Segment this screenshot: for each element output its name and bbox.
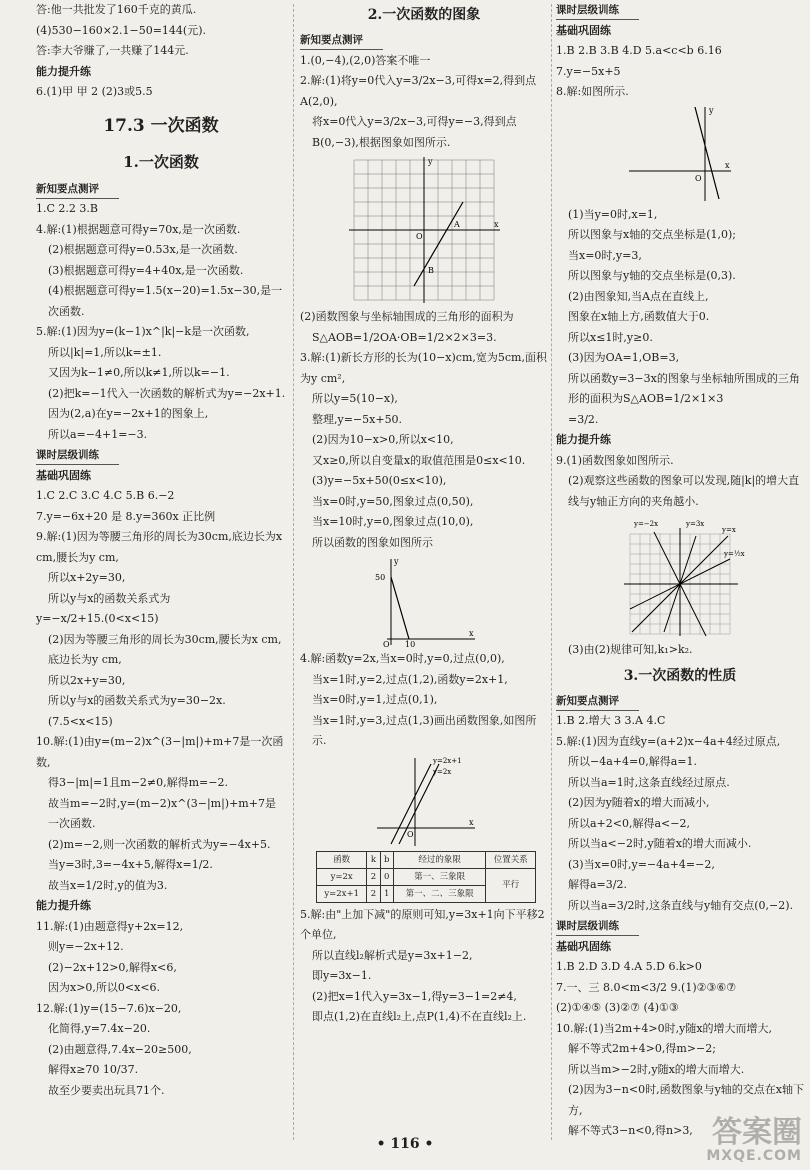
line-label: y=x [722, 526, 736, 534]
text-line: 即y=3x−1. [312, 969, 372, 982]
text-line: 所以y与x的函数关系式为 [48, 591, 171, 605]
subsection-label: 新知要点测评 [556, 693, 639, 711]
graph-line-3-3x [625, 105, 735, 203]
text-line: (2)函数图象与坐标轴围成的三角形的面积为 [300, 310, 514, 323]
text-line: 即点(1,2)在直线l₂上,点P(1,4)不在直线l₂上. [312, 1010, 527, 1023]
text-line: (3)根据题意可得y=4+40x,是一次函数. [48, 263, 244, 277]
text-line: (4)根据题意可得y=1.5(x−20)=1.5x−30,是一次函数. [48, 284, 283, 318]
text-line: (3)当x=0时,y=−4a+4=−2, [568, 857, 715, 871]
chapter-title: 17.3 一次函数 [103, 115, 219, 136]
text-line: 6.(1)甲 甲 2 (2)3或5.5 [36, 85, 153, 98]
text-line: 1.C 2.2 3.B [36, 202, 98, 215]
table-header: k [367, 851, 380, 868]
text-line: 1.B 2.增大 3 3.A 4.C [556, 714, 666, 727]
text-line: (2)因为10−x>0,所以x<10, [312, 433, 454, 446]
origin-label: O [407, 829, 414, 839]
text-line: 故当m=−2时,y=(m−2)x^(3−|m|)+m+7是一次函数. [48, 796, 276, 830]
text-line: 所以x+2y=30, [48, 571, 126, 584]
text-line: 答:李大爷赚了,一共赚了144元. [36, 44, 189, 57]
text-line: =3/2. [568, 412, 599, 426]
table-header: 函数 [317, 851, 367, 868]
text-line: 当x=0时,y=3, [568, 248, 642, 262]
text-line: (2)−2x+12>0,解得x<6, [48, 960, 177, 974]
subsection-label: 新知要点测评 [36, 181, 119, 199]
table-header: 位置关系 [486, 851, 536, 868]
watermark-main: 答案圈 [712, 1115, 802, 1150]
text-line: 7.y=−5x+5 [556, 64, 621, 78]
line-2x-plus-1 [399, 764, 439, 844]
column-3 [556, 0, 804, 1142]
text-line: (1)当y=0时,x=1, [568, 207, 658, 221]
text-line: 解不等式3−n<0,得n>3, [568, 1124, 693, 1137]
text-line: 当x=0时,y=50,图象过点(0,50), [312, 494, 474, 508]
text-line: 10.解:(1)由y=(m−2)x^(3−|m|)+m+7是一次函数, [36, 735, 284, 769]
text-line: 5.解:由"上加下减"的原则可知,y=3x+1向下平移2个单位, [300, 907, 545, 941]
text-line: 3.解:(1)新长方形的长为(10−x)cm,宽为5cm,面积为y cm², [300, 351, 547, 385]
text-line: 9.解:(1)因为等腰三角形的周长为30cm,底边长为x cm,腰长为y cm, [36, 530, 283, 564]
table-cell: 1 [380, 885, 393, 902]
text-line: (2)根据题意可得y=0.53x,是一次函数. [48, 243, 238, 256]
text-line: 4.解:(1)根据题意可得y=70x,是一次函数. [36, 222, 241, 236]
text-line: (3)y=−5x+50(0≤x<10), [312, 474, 447, 487]
subsection-label: 课时层级训练 [556, 918, 639, 936]
ability-heading: 能力提升练 [36, 899, 91, 912]
x-axis-label: x [725, 160, 730, 170]
section-title: 2.一次函数的图象 [367, 7, 481, 23]
y-axis-label: y [709, 105, 714, 115]
text-line: 图象在x轴上方,函数值大于0. [568, 310, 710, 323]
text-line: (2)因为3−n<0时,函数图象与y轴的交点在x轴下方, [568, 1083, 805, 1117]
text-line: 11.解:(1)由题意得y+2x=12, [36, 919, 184, 933]
ability-heading: 能力提升练 [36, 64, 91, 78]
text-line: 8.解:如图所示. [556, 85, 629, 98]
column-divider [293, 4, 294, 1140]
graph-line-50-10 [369, 555, 479, 647]
text-line: 所以|k|=1,所以k=±1. [48, 345, 162, 359]
table-cell: y=2x+1 [317, 885, 367, 902]
text-line: 当x=0时,y=1,过点(0,1), [312, 693, 438, 706]
text-line: 解不等式2m+4>0,得m>−2; [568, 1042, 716, 1055]
text-line: 5.解:(1)因为直线y=(a+2)x−4a+4经过原点, [556, 734, 781, 748]
table-cell: 0 [380, 868, 393, 885]
subsection-label: 新知要点测评 [300, 32, 383, 50]
x-axis-label: x [469, 817, 474, 827]
section-title: 1.一次函数 [123, 152, 199, 171]
point-b-label: B [428, 266, 434, 275]
text-line: 所以当a=1时,这条直线经过原点. [568, 775, 730, 789]
text-line: 所以当m>−2时,y随x的增大而增大. [568, 1062, 745, 1076]
text-line: 解得x≥70 10/37. [48, 1063, 139, 1076]
text-line: 所以x≤1时,y≥0. [568, 330, 653, 344]
text-line: 所以a+2<0,解得a<−2, [568, 816, 690, 830]
section-title: 3.一次函数的性质 [623, 667, 737, 684]
comparison-table [316, 851, 536, 903]
text-line: 1.C 2.C 3.C 4.C 5.B 6.−2 [36, 489, 175, 502]
text-line: 则y=−2x+12. [48, 940, 124, 953]
x-axis-label: x [494, 220, 499, 229]
column-1 [36, 0, 286, 1101]
graph-line-ab [344, 155, 504, 305]
text-line: 4.解:函数y=2x,当x=0时,y=0,过点(0,0), [300, 652, 505, 665]
ability-heading: 能力提升练 [556, 433, 611, 446]
subsection-label: 课时层级训练 [556, 2, 639, 20]
text-line: 当x=10时,y=0,图象过点(10,0), [312, 515, 474, 528]
text-line: (2)因为y随着x的增大而减小, [568, 796, 710, 809]
text-line: 所以a=−4+1=−3. [48, 427, 148, 441]
text-line: 因为(2,a)在y=−2x+1的图象上, [48, 407, 209, 420]
line-label: y=−2x [634, 520, 659, 528]
text-line: 答:他一共批发了160千克的黄瓜. [36, 3, 197, 16]
line-label: y=½x [724, 550, 745, 558]
text-line: 2.解:(1)将y=0代入y=3/2x−3,可得x=2,得到点A(2,0), [300, 74, 537, 108]
text-line: 所以当a<−2时,y随着x的增大而减小. [568, 837, 752, 850]
text-line: 将x=0代入y=3/2x−3,可得y=−3,得到点B(0,−3),根据图象如图所示. [312, 115, 517, 149]
text-line: 所以函数的图象如图所示 [312, 535, 433, 549]
basic-heading: 基础巩固练 [556, 23, 611, 37]
line-label: y=2x+1 [433, 756, 462, 765]
table-cell: 2 [367, 885, 380, 902]
watermark-url: MXQE.COM [706, 1148, 802, 1164]
x-axis-label: x [469, 629, 474, 638]
table-row [317, 868, 536, 885]
table-header: b [380, 851, 393, 868]
text-line: 所以y=5(10−x), [312, 392, 398, 405]
origin-label: O [383, 640, 390, 647]
text-line: (2)由图象知,当A点在直线上, [568, 289, 709, 303]
graph-multiple-lines [610, 514, 750, 638]
table-cell: y=2x [317, 868, 367, 885]
text-line: 解得a=3/2. [568, 878, 627, 891]
text-line: (3)由(2)规律可知,k₁>k₂. [568, 643, 693, 656]
text-line: 1.B 2.B 3.B 4.D 5.a<c<b 6.16 [556, 44, 722, 57]
column-divider [551, 4, 552, 1140]
text-line: 化简得,y=7.4x−20. [48, 1022, 151, 1035]
text-line: y=−x/2+15.(0<x<15) [36, 612, 159, 625]
text-line: 所以直线l₂解析式是y=3x+1−2, [312, 948, 473, 962]
y-value-label: 50 [375, 573, 386, 582]
table-cell: 平行 [486, 868, 536, 902]
function-line [391, 577, 409, 639]
column-2 [300, 0, 548, 1028]
text-line: (2)把x=1代入y=3x−1,得y=3−1=2≠4, [312, 989, 517, 1003]
text-line: 7.一、三 8.0<m<3/2 9.(1)②③⑥⑦ [556, 980, 737, 994]
table-cell: 第一、三象限 [393, 868, 486, 885]
text-line: 整理,y=−5x+50. [312, 412, 403, 426]
text-line: 故至少要卖出玩具71个. [48, 1083, 165, 1097]
text-line: 1.(0,−4),(2,0)答案不唯一 [300, 53, 431, 67]
page-number: • 116 • [376, 1136, 434, 1152]
text-line: 12.解:(1)y=(15−7.6)x−20, [36, 1001, 182, 1015]
text-line: 7.y=−6x+20 是 8.y=360x 正比例 [36, 509, 216, 523]
text-line: 当x=1时,y=3,过点(1,3)画出函数图象,如图所示. [312, 713, 537, 747]
origin-label: O [416, 232, 423, 241]
text-line: 所以2x+y=30, [48, 673, 126, 687]
text-line: 当x=1时,y=2,过点(1,2),函数y=2x+1, [312, 672, 508, 686]
text-line: 所以图象与x轴的交点坐标是(1,0); [568, 228, 736, 241]
text-line: (2)由题意得,7.4x−20≥500, [48, 1042, 192, 1056]
text-line: S△AOB=1/2OA·OB=1/2×2×3=3. [312, 330, 497, 344]
text-line: 10.解:(1)当2m+4>0时,y随x的增大而增大, [556, 1021, 773, 1035]
y-axis-label: y [428, 157, 433, 166]
y-axis-label: y [394, 557, 399, 566]
graph-parallel-lines [369, 754, 479, 849]
text-line: 得3−|m|=1且m−2≠0,解得m=−2. [48, 776, 228, 789]
table-header: 经过的象限 [393, 851, 486, 868]
subsection-label: 课时层级训练 [36, 447, 119, 465]
function-line [695, 107, 719, 199]
text-line: (2)把k=−1代入一次函数的解析式为y=−2x+1. [48, 386, 286, 400]
text-line: 9.(1)函数图象如图所示. [556, 453, 674, 467]
text-line: (3)因为OA=1,OB=3, [568, 351, 680, 364]
text-line: 又x≥0,所以自变量x的取值范围是0≤x<10. [312, 453, 526, 467]
point-a-label: A [454, 220, 460, 229]
text-line: (2)观察这些函数的图象可以发现,随|k|的增大直线与y轴正方向的夹角越小. [568, 474, 800, 508]
text-line: 当y=3时,3=−4x+5,解得x=1/2. [48, 858, 213, 871]
text-line: (2)因为等腰三角形的周长为30cm,腰长为x cm,底边长为y cm, [48, 632, 282, 666]
text-line: 所以函数y=3−3x的图象与坐标轴所围成的三角形的面积为S△AOB=1/2×1×3 [568, 371, 800, 405]
text-line: 所以−4a+4=0,解得a=1. [568, 755, 697, 768]
text-line: 又因为k−1≠0,所以k≠1,所以k=−1. [48, 366, 230, 379]
text-line: 所以当a=3/2时,这条直线与y轴有交点(0,−2). [568, 898, 793, 912]
text-line: 故当x=1/2时,y的值为3. [48, 878, 168, 892]
origin-label: O [695, 173, 702, 183]
text-line: (4)530−160×2.1−50=144(元). [36, 23, 207, 37]
text-line: 1.B 2.D 3.D 4.A 5.D 6.k>0 [556, 960, 702, 973]
watermark-logo [706, 1115, 802, 1164]
text-line: 5.解:(1)因为y=(k−1)x^|k|−k是一次函数, [36, 325, 250, 338]
line-label: y=2x [433, 767, 452, 776]
text-line: 所以图象与y轴的交点坐标是(0,3). [568, 269, 736, 282]
text-line: (2)①④⑤ (3)②⑦ (4)①③ [556, 1001, 679, 1014]
text-line: 因为x>0,所以0<x<6. [48, 981, 161, 994]
text-line: 所以y与x的函数关系式为y=30−2x.(7.5<x<15) [48, 694, 226, 728]
basic-heading: 基础巩固练 [556, 939, 611, 953]
line-label: y=3x [686, 520, 705, 528]
x-value-label: 10 [405, 640, 416, 647]
text-line: (2)m=−2,则一次函数的解析式为y=−4x+5. [48, 837, 271, 851]
basic-heading: 基础巩固练 [36, 468, 91, 482]
table-cell: 第一、二、三象限 [393, 885, 486, 902]
table-cell: 2 [367, 868, 380, 885]
